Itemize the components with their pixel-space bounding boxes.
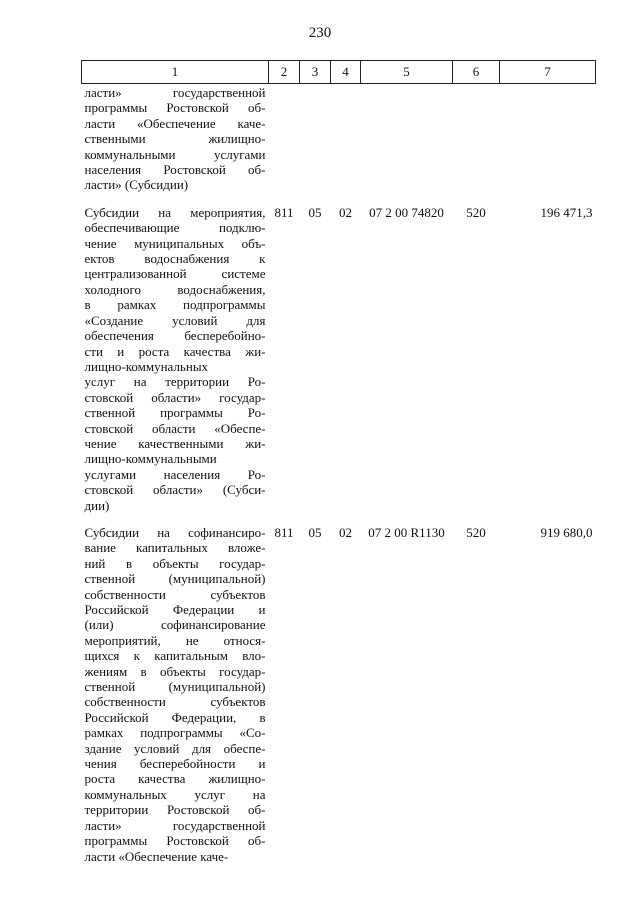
header-col-6: 6 [453, 61, 500, 84]
row-expense-type [453, 84, 500, 205]
table-row [82, 205, 596, 525]
table-row [82, 525, 596, 876]
row-subsection-code: 02 [339, 524, 352, 540]
description-line: роста качества жилищно- [84, 771, 266, 787]
header-row [82, 61, 596, 84]
header-col-5: 5 [361, 61, 453, 84]
description-line: собственности субъектов [84, 586, 266, 602]
description-line: ектов водоснабжения к [84, 251, 266, 267]
row-target-article: 07 2 00 R1130 [368, 524, 445, 540]
row-section-code [300, 84, 331, 205]
table-header [82, 61, 596, 84]
table-body [82, 84, 596, 876]
description-line: сти и роста качества жи- [84, 343, 266, 359]
row-section-code: 05 [308, 524, 322, 540]
row-target-article [361, 84, 453, 205]
description-line: территории Ростовской об- [84, 802, 266, 818]
row-description [82, 525, 269, 876]
description-line: ственной программы Ро- [84, 405, 266, 421]
description-line: стовской области «Обеспе- [84, 420, 266, 436]
row-amount [500, 84, 596, 205]
description-line: ственной (муниципальной) [84, 571, 266, 587]
description-line: собственности субъектов [84, 694, 266, 710]
description-line: ласти «Обеспечение каче- [84, 848, 229, 864]
description-line: лищно-коммунальных [84, 358, 209, 374]
header-col-7: 7 [500, 61, 596, 84]
row-subsection-code: 02 [339, 204, 352, 220]
description-line: стовской области» (Субси- [84, 482, 266, 498]
row-expense-type: 520 [466, 524, 486, 540]
description-line: ственными жилищно- [84, 131, 266, 147]
header-col-2: 2 [269, 61, 300, 84]
description-line: обеспечивающие подклю- [84, 220, 266, 236]
description-line: коммунальными услугами [84, 146, 266, 162]
description-line: чение качественными жи- [84, 435, 266, 451]
description-line: населения Ростовской об- [84, 162, 266, 178]
description-line: здание условий для обеспе- [84, 740, 266, 756]
header-col-4: 4 [331, 61, 361, 84]
row-description [82, 84, 269, 205]
description-line: чения бесперебойности и [84, 756, 266, 772]
description-line: программы Ростовской об- [84, 833, 266, 849]
description-line: Субсидии на мероприятия, [84, 204, 266, 220]
description-line: рамках подпрограммы «Со- [84, 725, 266, 741]
description-line: коммунальных услуг на [84, 786, 266, 802]
description-line: ласти» (Субсидии) [84, 177, 189, 193]
description-line: холодного водоснабжения, [84, 281, 266, 297]
row-description [82, 205, 269, 525]
header-col-3: 3 [300, 61, 331, 84]
description-line: Российской Федерации, в [84, 709, 266, 725]
description-line: в рамках подпрограммы [84, 297, 266, 313]
row-subsection-code [331, 84, 361, 205]
description-line: услуг на территории Ро- [84, 374, 266, 390]
description-line: вание капитальных вложе- [84, 540, 266, 556]
description-line: чение муниципальных объ- [84, 235, 266, 251]
description-line: мероприятий, не относя- [84, 632, 266, 648]
header-col-1: 1 [82, 61, 269, 84]
description-line: централизованной системе [84, 266, 266, 282]
description-line: стовской области» государ- [84, 389, 266, 405]
description-line: услугами населения Ро- [84, 466, 266, 482]
description-line: ственной (муниципальной) [84, 679, 266, 695]
description-line: программы Ростовской об- [84, 100, 266, 116]
page-number: 230 [308, 25, 332, 41]
description-line: ласти» государственной [84, 817, 266, 833]
description-line: щихся к капитальным вло- [84, 648, 266, 664]
row-amount: 919 680,0 [540, 524, 593, 540]
description-line: ний в объекты государ- [84, 555, 266, 571]
description-line: ласти «Обеспечение каче- [84, 115, 266, 131]
description-line: дии) [84, 497, 110, 513]
description-line: ласти» государственной [84, 85, 266, 100]
row-ministry-code: 811 [274, 524, 294, 540]
row-expense-type: 520 [466, 204, 486, 220]
row-target-article: 07 2 00 74820 [369, 204, 444, 220]
description-line: Российской Федерации и [84, 602, 266, 617]
row-amount: 196 471,3 [540, 204, 593, 220]
description-line: жениям в объекты государ- [84, 663, 266, 679]
description-line: лищно-коммунальными [84, 451, 217, 467]
budget-table [81, 60, 596, 876]
description-line: Субсидии на софинансиро- [84, 524, 266, 540]
description-line: обеспечения бесперебойно- [84, 328, 266, 344]
description-line: (или) софинансирование [84, 617, 266, 633]
table-row [82, 84, 596, 205]
description-line: «Создание условий для [84, 312, 266, 328]
row-section-code: 05 [308, 204, 322, 220]
row-ministry-code [269, 84, 300, 205]
row-ministry-code: 811 [274, 204, 294, 220]
